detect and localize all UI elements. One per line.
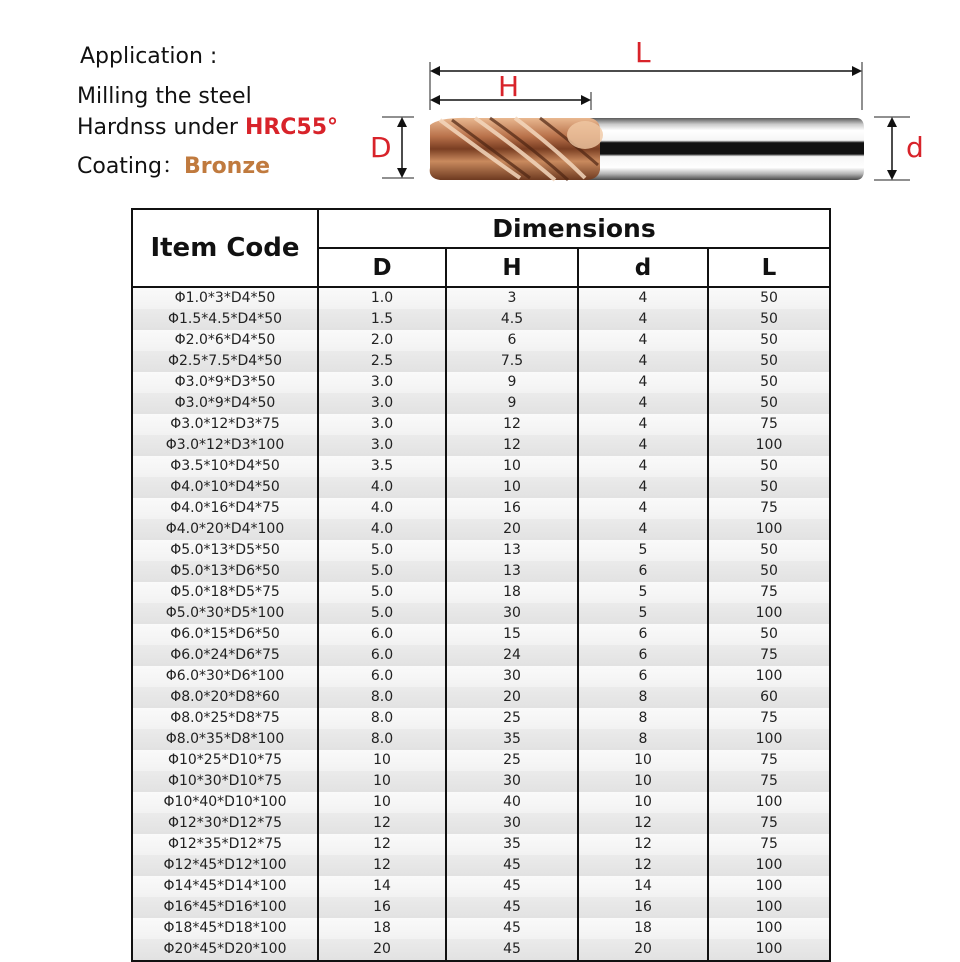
cell-H: 13 — [446, 540, 578, 561]
item-code-cell: Φ6.0*15*D6*50 — [132, 624, 318, 645]
table-row — [132, 456, 830, 477]
cell-H: 45 — [446, 855, 578, 876]
cell-d: 4 — [578, 519, 708, 540]
spec-table-container — [131, 208, 829, 959]
cell-d: 10 — [578, 792, 708, 813]
cell-L: 100 — [708, 435, 830, 456]
cell-L: 100 — [708, 855, 830, 876]
item-code-cell: Φ10*40*D10*100 — [132, 792, 318, 813]
item-code-cell: Φ8.0*35*D8*100 — [132, 729, 318, 750]
item-code-cell: Φ12*35*D12*75 — [132, 834, 318, 855]
item-code-cell: Φ6.0*24*D6*75 — [132, 645, 318, 666]
item-code-header: Item Code — [132, 209, 318, 287]
cell-d: 4 — [578, 372, 708, 393]
cell-D: 3.5 — [318, 456, 446, 477]
cell-H: 25 — [446, 708, 578, 729]
item-code-cell: Φ12*30*D12*75 — [132, 813, 318, 834]
cell-d: 5 — [578, 582, 708, 603]
cell-L: 100 — [708, 519, 830, 540]
table-row — [132, 855, 830, 876]
cell-D: 5.0 — [318, 603, 446, 624]
cell-L: 50 — [708, 540, 830, 561]
cell-d: 4 — [578, 287, 708, 309]
item-code-cell: Φ10*25*D10*75 — [132, 750, 318, 771]
table-row — [132, 603, 830, 624]
table-row — [132, 414, 830, 435]
cell-H: 9 — [446, 372, 578, 393]
cell-L: 100 — [708, 897, 830, 918]
cell-d: 12 — [578, 813, 708, 834]
cell-D: 12 — [318, 855, 446, 876]
cell-D: 5.0 — [318, 540, 446, 561]
cell-H: 3 — [446, 287, 578, 309]
item-code-cell: Φ1.0*3*D4*50 — [132, 287, 318, 309]
cell-d: 12 — [578, 834, 708, 855]
cell-L: 75 — [708, 771, 830, 792]
cell-H: 45 — [446, 918, 578, 939]
table-row — [132, 330, 830, 351]
table-row — [132, 351, 830, 372]
cell-D: 8.0 — [318, 687, 446, 708]
cell-L: 50 — [708, 561, 830, 582]
cell-L: 75 — [708, 834, 830, 855]
table-row — [132, 834, 830, 855]
item-code-cell: Φ2.0*6*D4*50 — [132, 330, 318, 351]
cell-D: 6.0 — [318, 666, 446, 687]
cell-H: 6 — [446, 330, 578, 351]
cell-d: 10 — [578, 771, 708, 792]
table-row — [132, 729, 830, 750]
cell-H: 20 — [446, 687, 578, 708]
cell-d: 6 — [578, 561, 708, 582]
label-d: d — [906, 131, 924, 164]
cell-H: 12 — [446, 435, 578, 456]
item-code-cell: Φ8.0*25*D8*75 — [132, 708, 318, 729]
table-row — [132, 287, 830, 309]
table-row — [132, 813, 830, 834]
cell-H: 9 — [446, 393, 578, 414]
cell-L: 50 — [708, 393, 830, 414]
cell-d: 14 — [578, 876, 708, 897]
cell-d: 4 — [578, 435, 708, 456]
coating-value: Bronze — [183, 154, 271, 179]
item-code-cell: Φ14*45*D14*100 — [132, 876, 318, 897]
cell-D: 12 — [318, 813, 446, 834]
cell-L: 75 — [708, 498, 830, 519]
item-code-cell: Φ2.5*7.5*D4*50 — [132, 351, 318, 372]
table-row — [132, 561, 830, 582]
item-code-cell: Φ12*45*D12*100 — [132, 855, 318, 876]
cell-L: 100 — [708, 876, 830, 897]
cell-H: 45 — [446, 939, 578, 961]
cell-H: 30 — [446, 771, 578, 792]
item-code-cell: Φ5.0*30*D5*100 — [132, 603, 318, 624]
cell-D: 10 — [318, 792, 446, 813]
table-row — [132, 519, 830, 540]
item-code-cell: Φ4.0*16*D4*75 — [132, 498, 318, 519]
table-row — [132, 435, 830, 456]
cell-H: 7.5 — [446, 351, 578, 372]
table-row — [132, 876, 830, 897]
label-L: L — [635, 36, 651, 69]
cell-D: 4.0 — [318, 519, 446, 540]
table-row — [132, 897, 830, 918]
cell-d: 8 — [578, 708, 708, 729]
cell-D: 8.0 — [318, 708, 446, 729]
cell-D: 4.0 — [318, 498, 446, 519]
table-row — [132, 792, 830, 813]
table-row — [132, 477, 830, 498]
spec-table — [131, 208, 831, 962]
cell-d: 4 — [578, 498, 708, 519]
table-row — [132, 309, 830, 330]
hardness-prefix: Hardnss under — [77, 115, 245, 140]
cell-H: 12 — [446, 414, 578, 435]
cell-D: 2.5 — [318, 351, 446, 372]
cell-H: 40 — [446, 792, 578, 813]
cell-H: 18 — [446, 582, 578, 603]
item-code-cell: Φ4.0*20*D4*100 — [132, 519, 318, 540]
cell-D: 3.0 — [318, 372, 446, 393]
cell-d: 4 — [578, 393, 708, 414]
cell-H: 16 — [446, 498, 578, 519]
column-header-d: d — [578, 248, 708, 287]
cell-D: 20 — [318, 939, 446, 961]
cell-D: 6.0 — [318, 645, 446, 666]
cell-d: 10 — [578, 750, 708, 771]
cell-L: 50 — [708, 309, 830, 330]
cell-L: 50 — [708, 624, 830, 645]
cell-d: 8 — [578, 687, 708, 708]
cell-L: 50 — [708, 372, 830, 393]
label-D: D — [370, 131, 392, 164]
cell-H: 30 — [446, 603, 578, 624]
table-row — [132, 498, 830, 519]
table-row — [132, 624, 830, 645]
cell-D: 5.0 — [318, 582, 446, 603]
item-code-cell: Φ20*45*D20*100 — [132, 939, 318, 961]
table-row — [132, 687, 830, 708]
application-milling: Milling the steel — [77, 84, 252, 109]
table-row — [132, 750, 830, 771]
cell-L: 100 — [708, 939, 830, 961]
cell-H: 35 — [446, 834, 578, 855]
item-code-cell: Φ3.5*10*D4*50 — [132, 456, 318, 477]
spec-table-body — [132, 287, 830, 961]
table-row — [132, 372, 830, 393]
table-row — [132, 939, 830, 961]
table-row — [132, 540, 830, 561]
cell-D: 3.0 — [318, 414, 446, 435]
cell-d: 16 — [578, 897, 708, 918]
cell-H: 10 — [446, 477, 578, 498]
cell-d: 4 — [578, 330, 708, 351]
cell-H: 45 — [446, 897, 578, 918]
column-header-L: L — [708, 248, 830, 287]
cell-L: 100 — [708, 792, 830, 813]
cell-L: 100 — [708, 729, 830, 750]
cell-D: 6.0 — [318, 624, 446, 645]
cell-H: 20 — [446, 519, 578, 540]
item-code-cell: Φ5.0*13*D6*50 — [132, 561, 318, 582]
item-code-cell: Φ3.0*12*D3*75 — [132, 414, 318, 435]
cell-d: 6 — [578, 645, 708, 666]
cell-L: 50 — [708, 456, 830, 477]
cell-L: 75 — [708, 414, 830, 435]
cell-D: 1.5 — [318, 309, 446, 330]
cell-L: 75 — [708, 582, 830, 603]
cell-H: 10 — [446, 456, 578, 477]
cell-D: 3.0 — [318, 393, 446, 414]
cell-D: 4.0 — [318, 477, 446, 498]
item-code-cell: Φ18*45*D18*100 — [132, 918, 318, 939]
item-code-cell: Φ1.5*4.5*D4*50 — [132, 309, 318, 330]
tool-shank — [575, 118, 864, 180]
cell-d: 5 — [578, 603, 708, 624]
item-code-cell: Φ10*30*D10*75 — [132, 771, 318, 792]
cell-D: 8.0 — [318, 729, 446, 750]
cell-d: 18 — [578, 918, 708, 939]
item-code-cell: Φ8.0*20*D8*60 — [132, 687, 318, 708]
table-row — [132, 708, 830, 729]
cell-L: 100 — [708, 918, 830, 939]
cell-H: 30 — [446, 666, 578, 687]
cell-H: 13 — [446, 561, 578, 582]
cell-d: 4 — [578, 414, 708, 435]
cell-d: 4 — [578, 351, 708, 372]
cell-L: 100 — [708, 666, 830, 687]
cell-D: 18 — [318, 918, 446, 939]
cell-H: 35 — [446, 729, 578, 750]
cell-H: 15 — [446, 624, 578, 645]
cell-d: 6 — [578, 624, 708, 645]
length-dimension — [430, 62, 862, 110]
cell-L: 75 — [708, 708, 830, 729]
tool-flutes — [430, 118, 603, 180]
cell-L: 75 — [708, 750, 830, 771]
cell-L: 50 — [708, 351, 830, 372]
table-row — [132, 645, 830, 666]
item-code-cell: Φ4.0*10*D4*50 — [132, 477, 318, 498]
cell-D: 2.0 — [318, 330, 446, 351]
label-H: H — [498, 70, 520, 103]
cell-d: 8 — [578, 729, 708, 750]
cell-d: 5 — [578, 540, 708, 561]
hardness-value: HRC55° — [244, 115, 339, 140]
cell-d: 12 — [578, 855, 708, 876]
cell-D: 14 — [318, 876, 446, 897]
cell-d: 20 — [578, 939, 708, 961]
table-row — [132, 771, 830, 792]
item-code-cell: Φ16*45*D16*100 — [132, 897, 318, 918]
cell-H: 4.5 — [446, 309, 578, 330]
shank-diameter-dimension — [874, 117, 910, 180]
cell-H: 45 — [446, 876, 578, 897]
cell-L: 75 — [708, 813, 830, 834]
cell-L: 100 — [708, 603, 830, 624]
cell-L: 50 — [708, 330, 830, 351]
dimensions-header: Dimensions — [318, 209, 830, 248]
column-header-D: D — [318, 248, 446, 287]
cell-L: 75 — [708, 645, 830, 666]
cell-D: 3.0 — [318, 435, 446, 456]
item-code-cell: Φ5.0*18*D5*75 — [132, 582, 318, 603]
application-label: Application : — [80, 44, 218, 69]
item-code-cell: Φ5.0*13*D5*50 — [132, 540, 318, 561]
coating-label: Coating： — [77, 154, 184, 179]
table-row — [132, 666, 830, 687]
cell-D: 10 — [318, 771, 446, 792]
end-mill-diagram — [0, 0, 960, 200]
cell-D: 5.0 — [318, 561, 446, 582]
item-code-cell: Φ3.0*9*D4*50 — [132, 393, 318, 414]
cell-d: 4 — [578, 477, 708, 498]
cell-L: 60 — [708, 687, 830, 708]
table-row — [132, 393, 830, 414]
cell-D: 10 — [318, 750, 446, 771]
cell-d: 6 — [578, 666, 708, 687]
item-code-cell: Φ6.0*30*D6*100 — [132, 666, 318, 687]
item-code-cell: Φ3.0*12*D3*100 — [132, 435, 318, 456]
table-row — [132, 582, 830, 603]
cell-d: 4 — [578, 309, 708, 330]
cell-H: 24 — [446, 645, 578, 666]
cell-H: 30 — [446, 813, 578, 834]
cell-D: 12 — [318, 834, 446, 855]
cell-L: 50 — [708, 287, 830, 309]
item-code-cell: Φ3.0*9*D3*50 — [132, 372, 318, 393]
cell-H: 25 — [446, 750, 578, 771]
cell-D: 1.0 — [318, 287, 446, 309]
cell-L: 50 — [708, 477, 830, 498]
cell-D: 16 — [318, 897, 446, 918]
table-row — [132, 918, 830, 939]
cell-d: 4 — [578, 456, 708, 477]
column-header-H: H — [446, 248, 578, 287]
